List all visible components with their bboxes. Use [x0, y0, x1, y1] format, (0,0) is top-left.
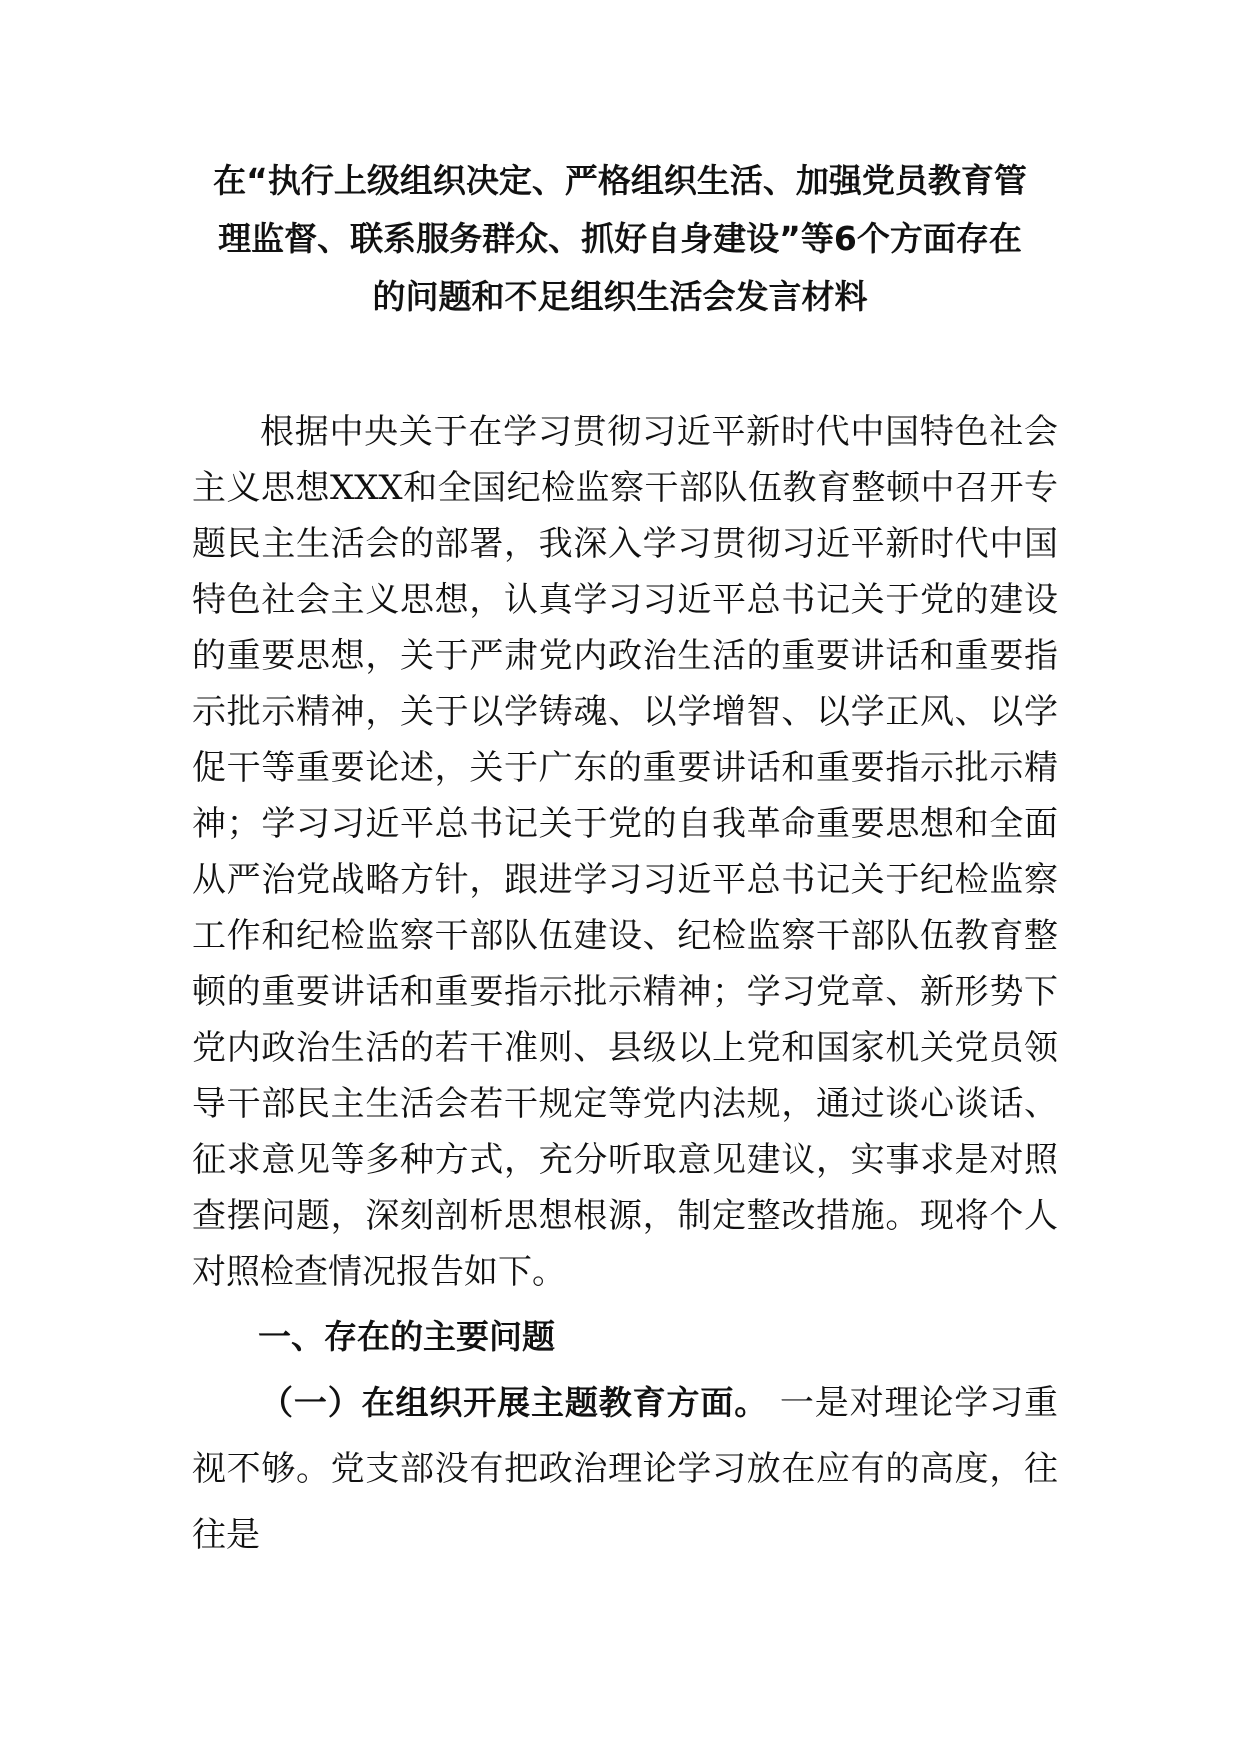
document-title [180, 152, 1060, 326]
subsection-heading: （一）在组织开展主题教育方面。 [260, 1383, 769, 1422]
intro-paragraph: 根据中央关于在学习贯彻习近平新时代中国特色社会主义思想XXX和全国纪检监察干部队伍教育整顿中召开专题民主生活会的部署，我深入学习贯彻习近平新时代中国特色社会主义思想，认真学习习近平总书记关于党的建设的重要思想，关于严肃党内政治生活的重要讲话和重要指示批示精神，关于以学铸魂、以学增智、以学正风、以学促干等重要论述，关于广东的重要讲话和重要指示批示精神；学习习近平总书记关于党的自我革命重要思想和全面从严治党战略方针，跟进学习习近平总书记关于纪检监察工作和纪检监察干部队伍建设、纪检监察干部队伍教育整顿的重要讲话和重要指示批示精神；学习党章、新形势下党内政治生活的若干准则、县级以上党和国家机关党员领导干部民主生活会若干规定等党内法规，通过谈心谈话、征求意见等多种方式，充分听取意见建议，实事求是对照查摆问题，深刻剖析思想根源，制定整改措施。现将个人对照检查情况报告如下。 [192, 412, 1058, 1292]
title-line-3: 的问题和不足组织生活会发言材料 [372, 277, 868, 316]
title-line-2: 理监督、联系服务群众、抓好自身建设”等6个方面存在 [218, 219, 1022, 258]
section-heading: 一、存在的主要问题 [258, 1317, 555, 1356]
subsection-text: 一是对理论学习重视不够。党支部没有把政治理论学习放在应有的高度，往往是 [192, 1383, 1059, 1555]
title-line-1: 在“执行上级组织决定、严格组织生活、加强党员教育管 [213, 161, 1027, 200]
subsection-paragraph [192, 1370, 1058, 1568]
document-body [192, 404, 1058, 1568]
